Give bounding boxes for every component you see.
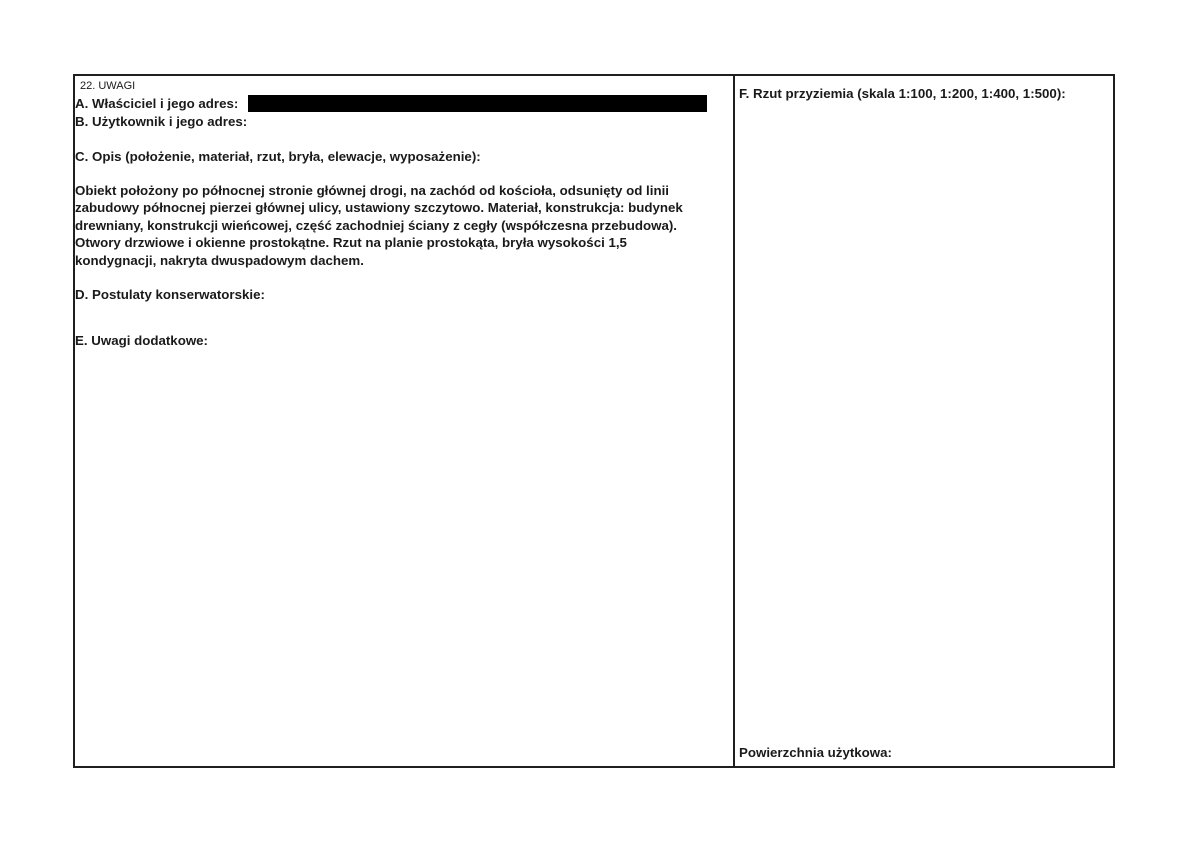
description-line: kondygnacji, nakryta dwuspadowym dachem.	[75, 252, 364, 268]
description-heading: C. Opis (położenie, materiał, rzut, bryła, elewacje, wyposażenie):	[75, 149, 481, 164]
floor-plan-title: F. Rzut przyziemia (skala 1:100, 1:200, 1:400, 1:500):	[739, 86, 1066, 101]
section-number: 22. UWAGI	[80, 80, 136, 92]
column-divider	[733, 74, 735, 768]
description-line: Otwory drzwiowe i okienne prostokątne. Rzut na planie prostokąta, bryła wysokości 1,5	[75, 235, 627, 251]
owner-address-redaction	[248, 95, 707, 112]
postulates-label: D. Postulaty konserwatorskie:	[75, 287, 265, 302]
user-label: B. Użytkownik i jego adres:	[75, 114, 248, 129]
owner-label: A. Właściciel i jego adres:	[75, 96, 239, 111]
remarks-label: E. Uwagi dodatkowe:	[75, 333, 208, 348]
description-line: Obiekt położony po północnej stronie głównej drogi, na zachód od kościoła, odsunięty od linii	[75, 183, 669, 198]
description-line: zabudowy północnej pierzei głównej ulicy, ustawiony szczytowo. Materiał, konstrukcja: budynek	[75, 200, 683, 216]
usable-area-label: Powierzchnia użytkowa:	[739, 745, 892, 760]
description-line: drewniany, konstrukcji wieńcowej, część zachodniej ściany z cegły (współczesna przebudowa).	[75, 217, 677, 233]
description-body	[75, 182, 731, 269]
floor-plan-area	[739, 106, 1111, 738]
